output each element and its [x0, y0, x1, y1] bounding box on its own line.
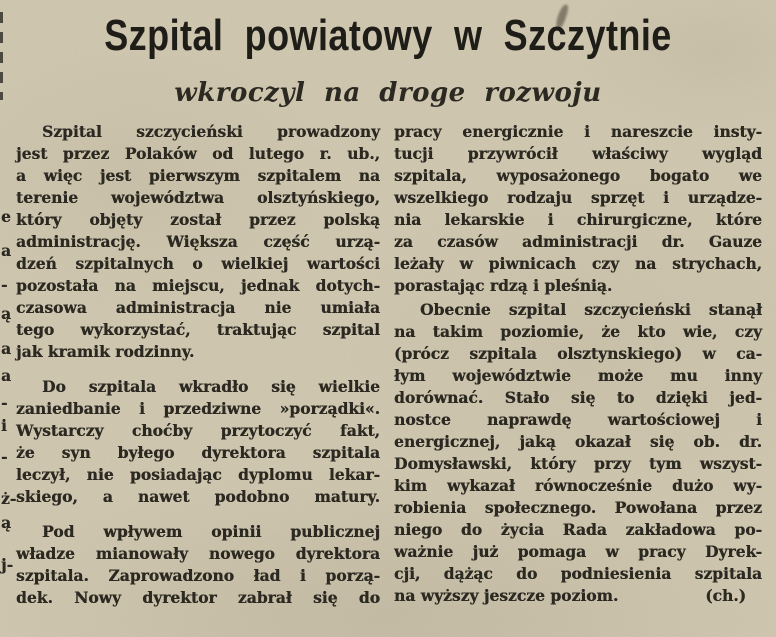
text-line: dek. Nowy dyrektor zabrał się do — [16, 588, 380, 607]
text-line: Szpital szczycieński prowadzony — [42, 122, 380, 141]
column-right — [394, 121, 762, 609]
text-line: nostce naprawdę wartościowej i — [394, 410, 762, 429]
text-line: na takim poziomie, że kto wie, czy — [394, 322, 762, 341]
text-line: pracy energicznie i nareszcie insty- — [394, 122, 762, 141]
cut-off-letter: ż- — [1, 489, 17, 508]
paragraph — [16, 121, 380, 363]
text-line: łym województwie może mu inny — [394, 366, 762, 385]
text-line: szpitala, wyposażonego bogato we — [394, 166, 762, 185]
text-line: nia lekarskie i chirurgiczne, które — [394, 210, 762, 229]
text-line: energicznej, jaką okazał się ob. dr. — [394, 432, 762, 451]
text-line: zaniedbanie i przedziwne »porządki«. — [16, 399, 380, 418]
cut-off-letter: e — [1, 207, 11, 226]
article-title: Szpital powiatowy w Szczytnie — [104, 12, 672, 60]
text-line: czasowa administracja nie umiała — [16, 298, 380, 317]
text-line: Wystarczy choćby przytoczyć fakt, — [16, 421, 380, 440]
cut-off-letter: i — [1, 416, 7, 435]
closing-line — [394, 585, 762, 607]
article-subtitle: wkroczyl na droge rozwoju — [174, 78, 602, 108]
text-line: Pod wpływem opinii publicznej — [42, 522, 380, 541]
cut-off-letter: a — [1, 241, 12, 260]
text-line: porastając rdzą i pleśnią. — [394, 276, 613, 295]
cut-off-letter: - — [1, 393, 8, 412]
text-line: jest przez Polaków od lutego r. ub., — [16, 144, 380, 163]
text-line: Do szpitala wkradło się wielkie — [42, 377, 380, 396]
cut-off-letter: ą — [1, 304, 12, 323]
text-line: administrację. Większa część urzą- — [16, 232, 380, 251]
text-line: wszelkiego rodzaju sprzęt i urządze- — [394, 188, 762, 207]
text-line: dorównać. Stało się to dzięki jed- — [394, 388, 762, 407]
text-line: kim wykazał równocześnie dużo wy- — [394, 476, 762, 495]
paragraph — [394, 121, 762, 297]
text-line: a więc jest pierwszym szpitalem na — [16, 166, 380, 185]
text-line: leżały w piwnicach czy na strychach, — [394, 254, 762, 273]
text-line: który objęty został przez polską — [16, 210, 380, 229]
text-line: jak kramik rodzinny. — [16, 342, 195, 361]
cut-off-letter: - — [1, 275, 8, 294]
text-line: leczył, nie posiadając dyplomu lekar- — [16, 465, 380, 484]
text-line: robienia społecznego. Powołana przez — [394, 498, 762, 517]
margin-fragments — [0, 0, 16, 637]
article-body — [16, 121, 762, 609]
text-line: tucji przywrócił właściwy wygląd — [394, 144, 762, 163]
text-line: cji, dążąc do podniesienia szpitala — [394, 564, 762, 583]
closing-text: na wyższy jeszcze poziom. — [394, 586, 619, 605]
text-line: że syn byłego dyrektora szpitala — [16, 443, 380, 462]
text-line: niego do życia Rada zakładowa po- — [394, 520, 762, 539]
paragraph — [16, 521, 380, 609]
cut-off-letter: j- — [1, 555, 14, 574]
text-line: Obecnie szpital szczycieński stanął — [420, 300, 762, 319]
text-line: ważnie już pomaga w pracy Dyrek- — [394, 542, 762, 561]
text-line: terenie województwa olsztyńskiego, — [16, 188, 380, 207]
text-line: tego wykorzystać, traktując szpital — [16, 320, 380, 339]
paragraph — [16, 376, 380, 508]
paragraph — [394, 299, 762, 607]
cut-off-letter: - — [1, 447, 8, 466]
cut-off-letter: a — [1, 339, 12, 358]
text-line: szpitala. Zaprowadzono ład i porzą- — [16, 566, 380, 585]
column-left — [16, 121, 380, 609]
cut-off-letter: ą — [1, 513, 12, 532]
author-signature: (ch.) — [705, 586, 746, 605]
text-line: za czasów administracji dr. Gauze — [394, 232, 762, 251]
cut-off-letter: a — [1, 366, 12, 385]
text-line: dzeń szpitalnych o wielkiej wartości — [16, 254, 380, 273]
text-line: Domysławski, który przy tym wszyst- — [394, 454, 762, 473]
text-line: pozostała na miejscu, jednak dotych- — [16, 276, 380, 295]
text-line: (prócz szpitala olsztynskiego) w ca- — [394, 344, 762, 363]
text-line: skiego, a nawet podobno matury. — [16, 487, 380, 506]
text-line: władze mianowały nowego dyrektora — [16, 544, 380, 563]
